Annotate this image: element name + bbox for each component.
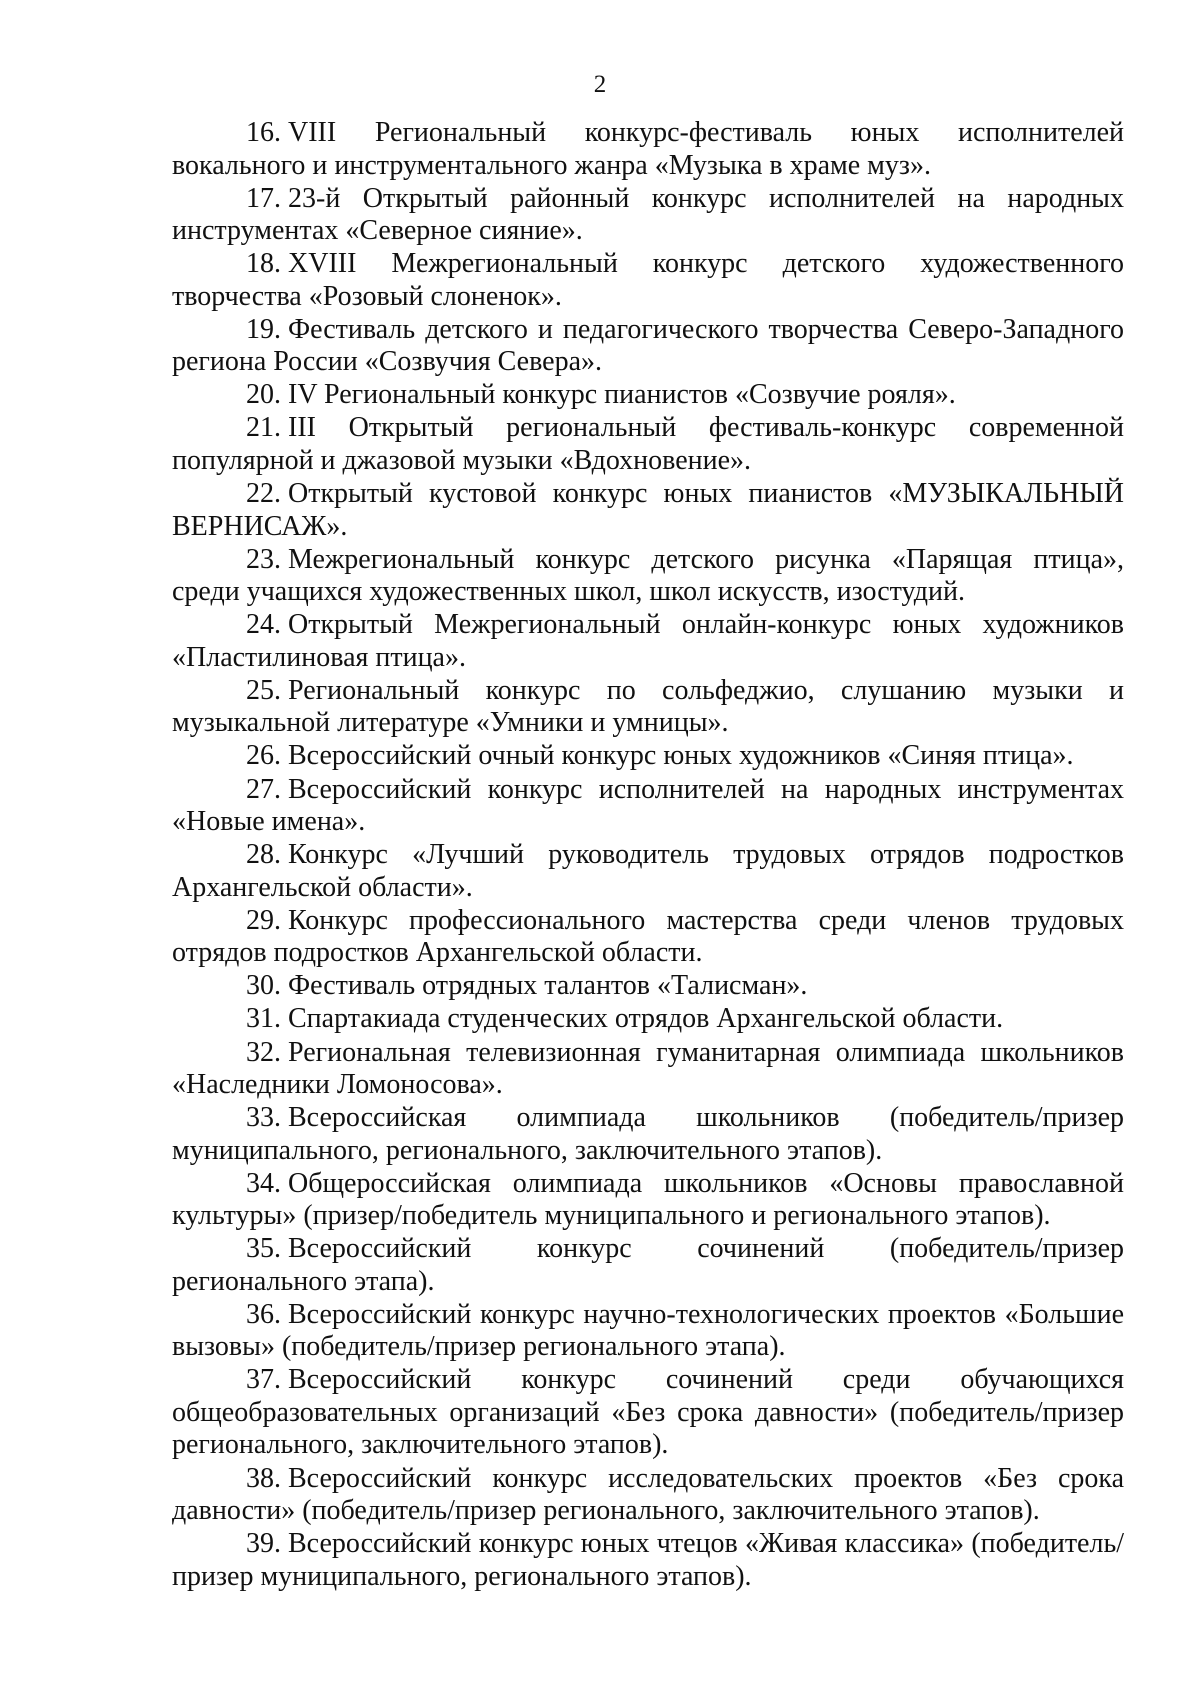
list-item (172, 314, 1124, 379)
list-item (172, 117, 1124, 182)
list-item (172, 412, 1124, 477)
item-number: 34. (246, 1167, 281, 1199)
item-text: III Открытый региональный фестиваль-конкурс современной популярной и джазовой музыки «Вдохновение». (172, 412, 1124, 476)
list-item (172, 248, 1124, 313)
item-number: 35. (246, 1233, 281, 1265)
item-text: Фестиваль отрядных талантов «Талисман». (288, 970, 808, 1002)
item-text: Конкурс профессионального мастерства среди членов трудовых отрядов подростков Архангельской области. (172, 904, 1124, 969)
item-number: 24. (246, 609, 281, 641)
item-text: Фестиваль детского и педагогического творчества Северо-Западного региона России «Созвучия Севера». (172, 313, 1124, 378)
item-number: 31. (246, 1003, 281, 1035)
item-number: 19. (246, 313, 281, 345)
list-item (172, 905, 1124, 970)
item-text: Всероссийский конкурс сочинений среди обучающихся общеобразовательных организаций «Без срока давности» (победитель/призер регионального, заключительного этапов). (172, 1364, 1124, 1461)
item-number: 36. (246, 1298, 281, 1330)
item-number: 22. (246, 478, 281, 510)
list-item (172, 675, 1124, 740)
item-number: 26. (246, 740, 281, 772)
item-number: 27. (246, 773, 281, 805)
item-text: Конкурс «Лучший руководитель трудовых отрядов подростков Архангельской области». (172, 839, 1124, 903)
item-number: 30. (246, 970, 281, 1002)
item-number: 32. (246, 1036, 281, 1068)
item-text: Открытый кустовой конкурс юных пианистов «МУЗЫКАЛЬНЫЙ ВЕРНИСАЖ». (172, 478, 1124, 542)
item-number: 23. (246, 543, 281, 575)
list-item (172, 1168, 1124, 1233)
item-text: Всероссийский конкурс сочинений (победитель/призер регионального этапа). (172, 1233, 1124, 1297)
list-item (172, 1102, 1124, 1167)
item-number: 29. (246, 904, 281, 936)
item-text: Всероссийский очный конкурс юных художников «Синяя птица». (288, 740, 1074, 772)
item-number: 39. (246, 1528, 281, 1560)
item-number: 20. (246, 379, 281, 411)
item-text: Всероссийский конкурс исследовательских проектов «Без срока давности» (победитель/призер регионального, заключительного этапов). (172, 1462, 1124, 1527)
list-item (172, 478, 1124, 543)
item-text: Спартакиада студенческих отрядов Архангельской области. (288, 1003, 1004, 1035)
item-number: 17. (246, 182, 281, 214)
item-number: 38. (246, 1462, 281, 1494)
list-item (172, 1299, 1124, 1364)
list-item (172, 1528, 1124, 1593)
item-number: 33. (246, 1102, 281, 1134)
item-number: 25. (246, 674, 281, 706)
item-text: Всероссийский конкурс научно-технологических проектов «Большие вызовы» (победитель/призер регионального этапа). (172, 1298, 1124, 1363)
item-number: 37. (246, 1364, 281, 1396)
list-item (172, 544, 1124, 609)
item-text: Общероссийская олимпиада школьников «Основы православной культуры» (призер/победитель муниципального и регионального этапов). (172, 1167, 1124, 1232)
list-item (172, 1364, 1124, 1462)
list-item (172, 970, 1124, 1003)
item-text: Межрегиональный конкурс детского рисунка «Парящая птица», среди учащихся художественных школ, школ искусств, изостудий. (172, 543, 1124, 608)
item-text: Всероссийская олимпиада школьников (победитель/призер муниципального, регионального, заключительного этапов). (172, 1102, 1124, 1166)
item-number: 21. (246, 412, 281, 444)
list-item (172, 1463, 1124, 1528)
item-text: Всероссийский конкурс исполнителей на народных инструментах «Новые имена». (172, 773, 1124, 838)
item-text: Региональная телевизионная гуманитарная олимпиада школьников «Наследники Ломоносова». (172, 1036, 1124, 1100)
list-item (172, 1003, 1124, 1036)
list-item (172, 740, 1124, 773)
list-item (172, 379, 1124, 412)
item-text: IV Региональный конкурс пианистов «Созвучие рояля». (288, 379, 956, 411)
item-number: 28. (246, 839, 281, 871)
list-item (172, 1037, 1124, 1102)
list-item (172, 1233, 1124, 1298)
item-text: Открытый Межрегиональный онлайн-конкурс юных художников «Пластилиновая птица». (172, 609, 1124, 673)
numbered-list (172, 117, 1124, 1594)
list-item (172, 609, 1124, 674)
page-number: 2 (593, 71, 607, 98)
list-item (172, 774, 1124, 839)
item-text: VIII Региональный конкурс-фестиваль юных исполнителей вокального и инструментального жанра «Музыка в храме муз». (172, 117, 1124, 181)
item-text: 23-й Открытый районный конкурс исполнителей на народных инструментах «Северное сияние». (172, 182, 1124, 247)
list-item (172, 839, 1124, 904)
item-text: Региональный конкурс по сольфеджио, слушанию музыки и музыкальной литературе «Умники и умницы». (172, 674, 1124, 739)
list-item (172, 183, 1124, 248)
item-text: Всероссийский конкурс юных чтецов «Живая классика» (победитель/ призер муниципального, регионального этапов). (172, 1528, 1124, 1592)
item-number: 18. (246, 248, 281, 280)
item-text: XVIII Межрегиональный конкурс детского художественного творчества «Розовый слоненок». (172, 248, 1124, 312)
item-number: 16. (246, 117, 281, 148)
